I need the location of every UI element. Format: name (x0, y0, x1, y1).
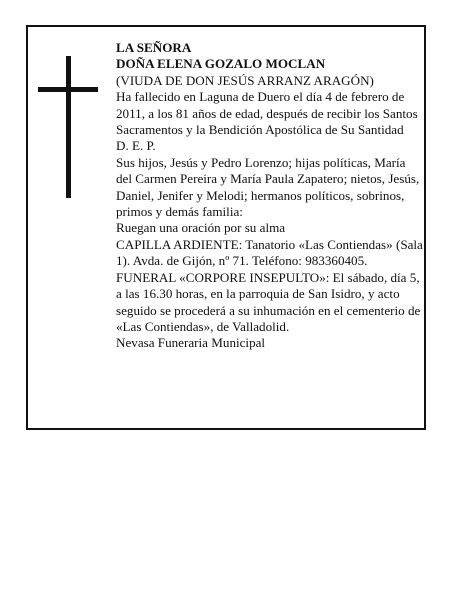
widow-of: (VIUDA DE DON JESÚS ARRANZ ARAGÓN) (116, 72, 374, 88)
chapel-info: CAPILLA ARDIENTE: Tanatorio «Las Contiendas» (Sala 1). Avda. de Gijón, nº 71. Teléfono: 983360405. (116, 236, 423, 269)
funeral-info: FUNERAL «CORPORE INSEPULTO»: El sábado, día 5, a las 16.30 horas, en la parroquia de San Isidro, y acto seguido se procederá a su inhumación en el cementerio de «Las Contiendas», de Valladolid. (116, 269, 421, 334)
cross-horizontal-bar (38, 87, 98, 92)
family-list: Sus hijos, Jesús y Pedro Lorenzo; hijas políticas, María del Carmen Pereira y María Paula Zapatero; nietos, Jesús, Daniel, Jenifer y Melodi; hermanos políticos, sobrinos, primos y demás familia: (116, 154, 420, 220)
funeral-home: Nevasa Funeraria Municipal (116, 335, 266, 351)
rip-line: D. E. P. (116, 138, 156, 154)
cross-icon (38, 56, 98, 198)
notice-title: LA SEÑORA (116, 40, 192, 55)
prayer-request: Ruegan una oración por su alma (116, 220, 286, 236)
deceased-name: DOÑA ELENA GOZALO MOCLAN (116, 56, 326, 72)
obituary-text (116, 40, 424, 352)
obituary-notice (26, 25, 426, 430)
cross-vertical-bar (66, 56, 71, 198)
death-announcement: Ha fallecido en Laguna de Duero el día 4 de febrero de 2011, a los 81 años de edad, después de recibir los Santos Sacramentos y la Bendición Apostólica de Su Santidad (116, 89, 418, 138)
